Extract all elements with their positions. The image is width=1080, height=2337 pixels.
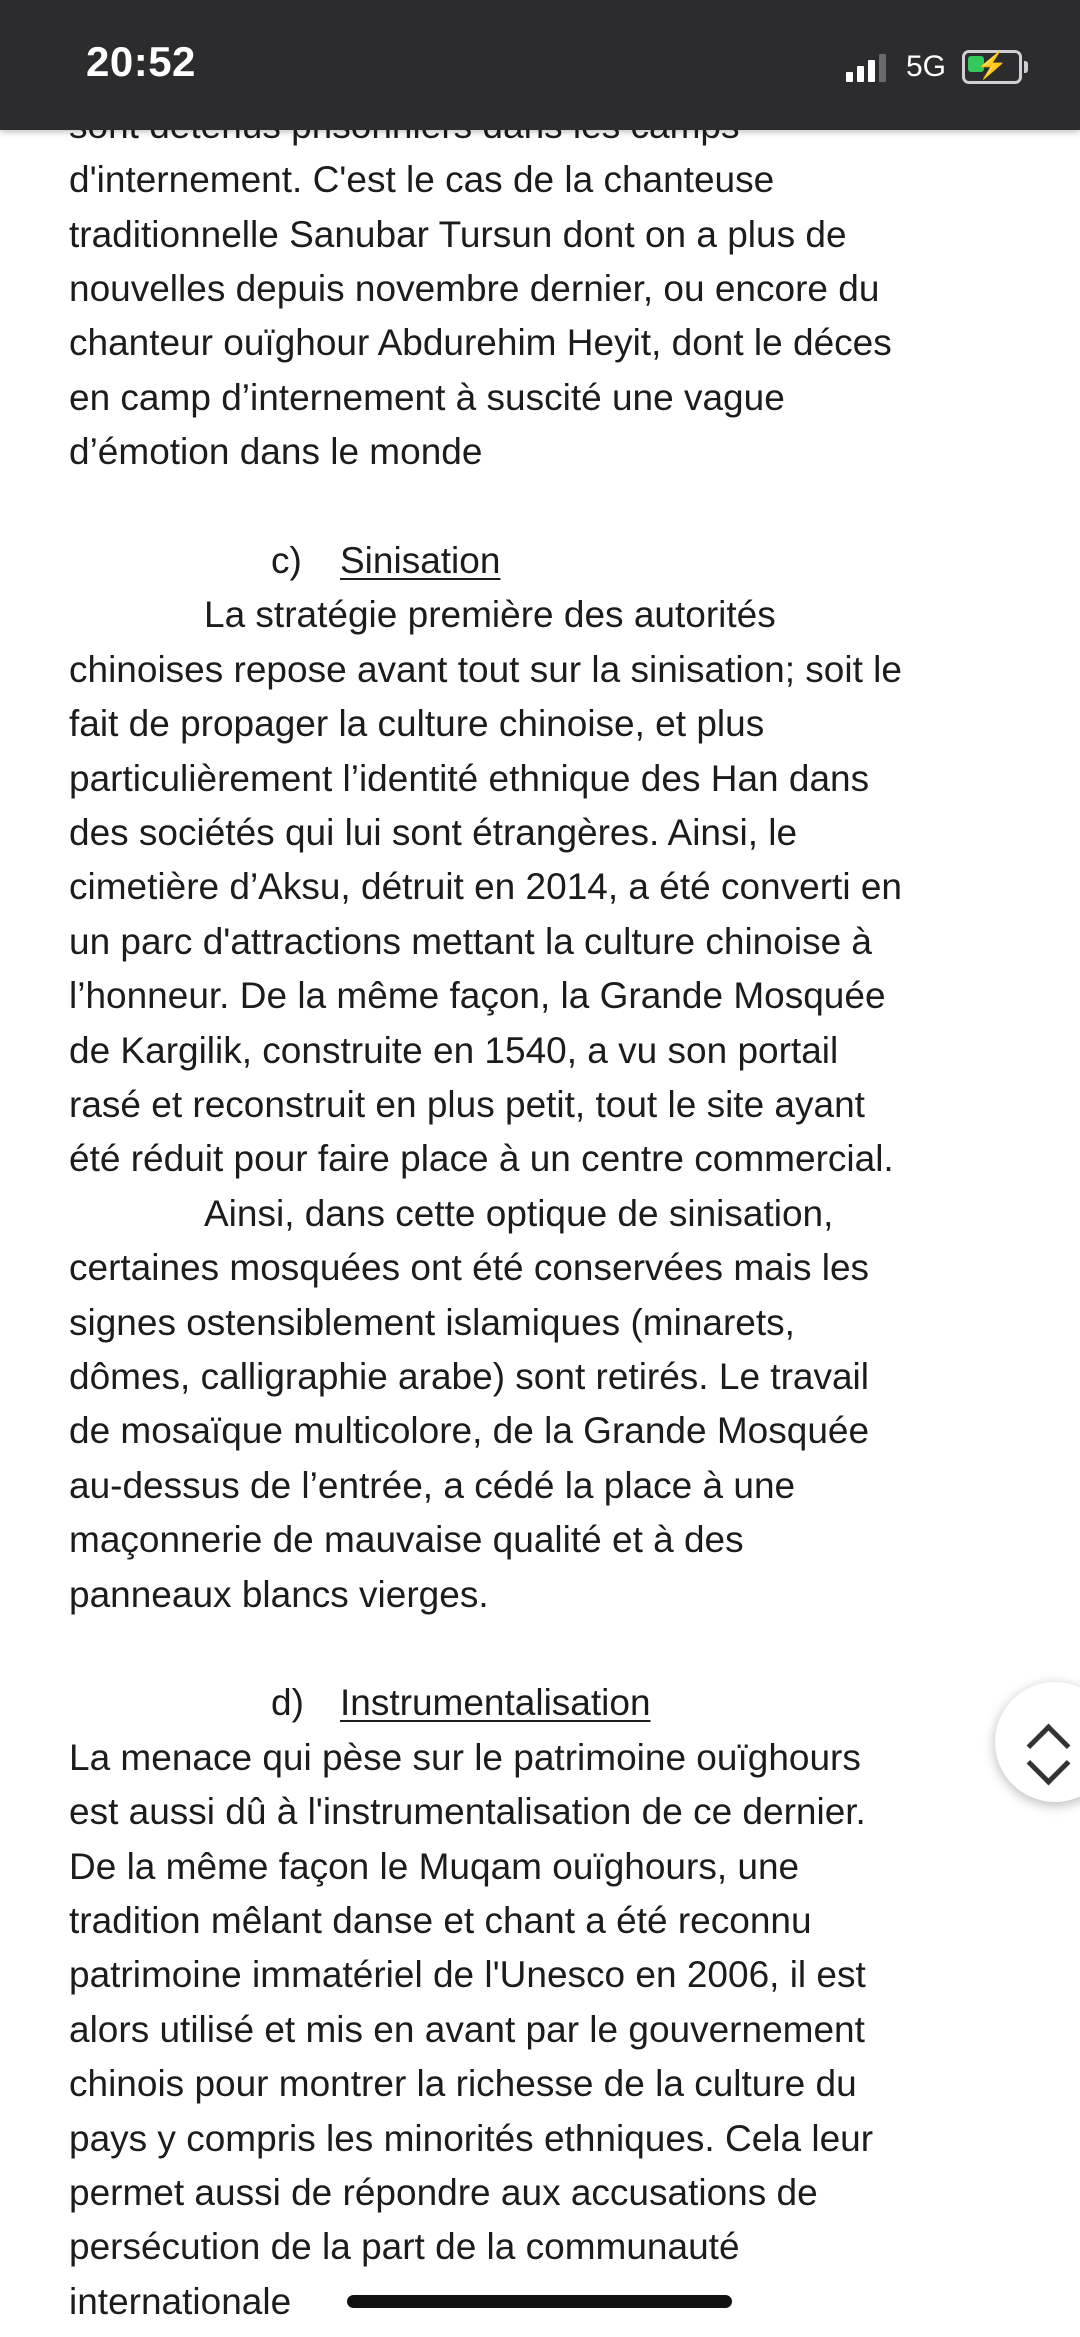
section-title: Instrumentalisation (340, 1682, 651, 1724)
paragraph-line: cimetière d’Aksu, détruit en 2014, a été converti en (69, 866, 902, 908)
battery-cap (1024, 61, 1028, 73)
paragraph-line: certaines mosquées ont été conservées mais les (69, 1247, 870, 1289)
status-time: 20:52 (86, 38, 196, 85)
paragraph-line: été réduit pour faire place à un centre commercial. (69, 1138, 894, 1180)
paragraph-line: de Kargilik, construite en 1540, a vu son portail (69, 1029, 839, 1071)
paragraph-line: traditionnelle Sanubar Tursun dont on a plus de (69, 213, 847, 255)
paragraph-line: tradition mêlant danse et chant a été reconnu (69, 1900, 812, 1941)
section-title: Sinisation (340, 540, 501, 581)
paragraph-line: de mosaïque multicolore, de la Grande Mosquée (69, 1410, 870, 1452)
battery-charging-icon: ⚡ (962, 50, 1022, 84)
section-marker: d) (271, 1682, 304, 1724)
paragraph-line: nouvelles depuis novembre dernier, ou encore du (69, 268, 880, 309)
paragraph-line: alors utilisé et mis en avant par le gouvernement (69, 2008, 865, 2050)
text-selection-handle[interactable] (347, 2295, 732, 2308)
paragraph-line: fait de propager la culture chinoise, et plus (69, 703, 765, 745)
paragraph-line: patrimoine immatériel de l'Unesco en 2006, il est (69, 1954, 866, 1996)
paragraph-line: De la même façon le Muqam ouïghours, une (69, 1845, 800, 1887)
paragraph-line: La menace qui pèse sur le patrimoine ouïghours (69, 1736, 861, 1778)
paragraph-line: signes ostensiblement islamiques (minarets, (69, 1301, 795, 1343)
paragraph-line: permet aussi de répondre aux accusations de (69, 2172, 818, 2213)
paragraph-line: chinois pour montrer la richesse de la culture du (69, 2063, 857, 2105)
paragraph-line: internationale (69, 2280, 292, 2322)
paragraph-line: des sociétés qui lui sont étrangères. Ainsi, le (69, 812, 798, 853)
section-heading-instrumentalisation (69, 1676, 651, 1730)
section-marker: c) (271, 540, 302, 581)
paragraph-line: La stratégie première des autorités (204, 594, 776, 636)
paragraph-line: un parc d'attractions mettant la culture chinoise à (69, 920, 872, 962)
paragraph-line: en camp d’internement à suscité une vague (69, 376, 785, 418)
paragraph-line: panneaux blancs vierges. (69, 1573, 489, 1615)
paragraph-line: chinoises repose avant tout sur la sinisation; soit le (69, 648, 902, 690)
paragraph-line: l’honneur. De la même façon, la Grande Mosquée (69, 975, 886, 1017)
paragraph-line: maçonnerie de mauvaise qualité et à des (69, 1519, 744, 1561)
paragraph-line: au-dessus de l’entrée, a cédé la place à une (69, 1464, 796, 1506)
network-label: 5G (905, 50, 946, 83)
paragraph-line: pays y compris les minorités ethniques. Cela leur (69, 2117, 874, 2159)
paragraph-line: particulièrement l’identité ethnique des Han dans (69, 757, 870, 799)
paragraph-line: d’émotion dans le monde (69, 431, 483, 473)
status-bar (0, 0, 1080, 130)
paragraph-line: chanteur ouïghour Abdurehim Heyit, dont le déces (69, 322, 892, 364)
paragraph-line: dômes, calligraphie arabe) sont retirés. Le travail (69, 1356, 869, 1397)
paragraph-line: persécution de la part de la communauté (69, 2226, 740, 2268)
signal-bars-icon (846, 52, 890, 82)
page-scroll-control[interactable] (995, 1682, 1080, 1802)
section-heading-sinisation (69, 534, 500, 588)
paragraph-line: d'internement. C'est le cas de la chanteuse (69, 159, 775, 201)
status-indicators (846, 50, 1028, 84)
paragraph-line: rasé et reconstruit en plus petit, tout le site ayant (69, 1084, 865, 1125)
paragraph-line: est aussi dû à l'instrumentalisation de ce dernier. (69, 1791, 866, 1833)
paragraph-line: Ainsi, dans cette optique de sinisation, (204, 1192, 834, 1234)
